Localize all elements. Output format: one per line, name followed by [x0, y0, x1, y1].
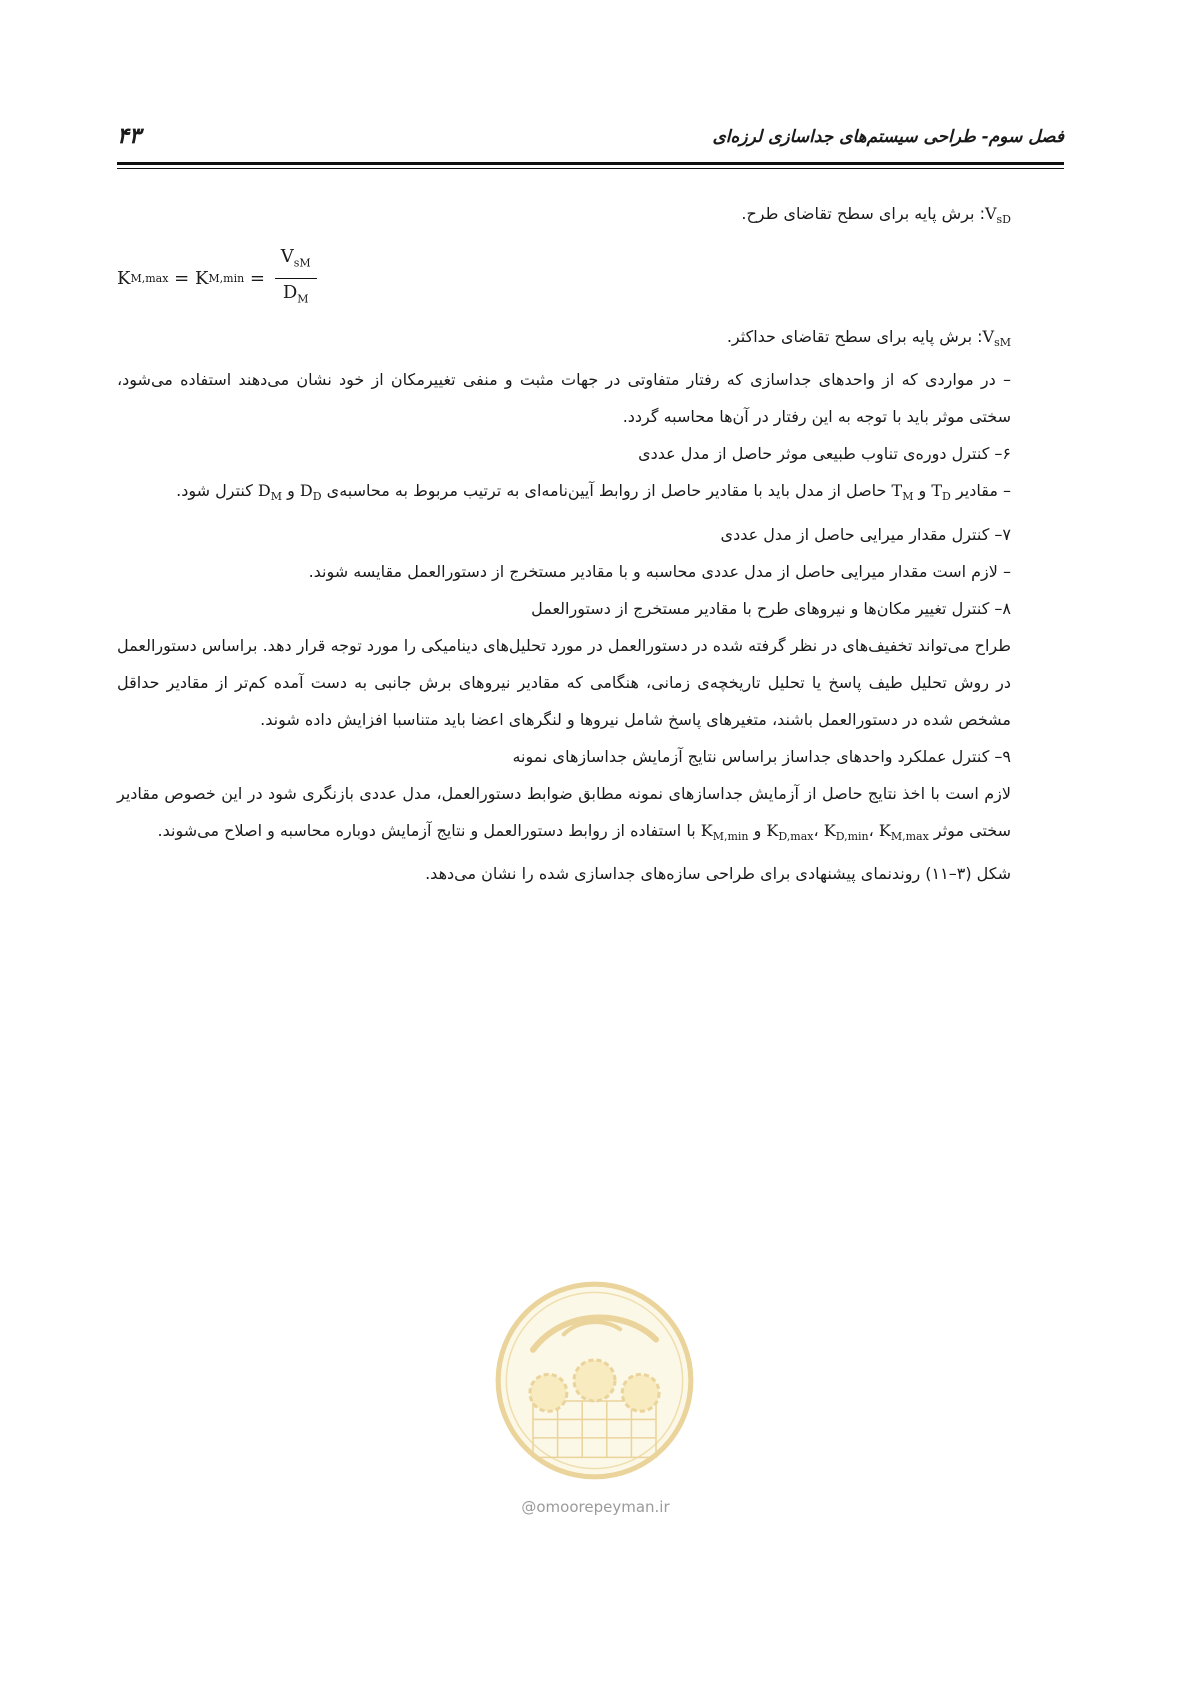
stiffness-formula: K M,max = K M,min = $\frac{V_{sM}}{D_M}$	[117, 238, 1064, 318]
dd-symbol: $D_D$	[299, 481, 322, 504]
vsd-definition: $V_{sD}$: برش پایه برای سطح تقاضای طرح.	[741, 204, 1011, 227]
chapter-title: فصل سوم- طراحی سیستم‌های جداسازی لرزه‌ای	[712, 127, 1064, 147]
watermark-site: @omoorepeyman.ir	[521, 1498, 670, 1516]
dm-symbol: $D_M$	[257, 481, 283, 504]
header-rule-thick	[117, 162, 1064, 165]
item-7-note: – لازم است مقدار میرایی حاصل از مدل عددی محاسبه و با مقادیر مستخرج از دستورالعمل مقایسه شوند.	[308, 561, 1011, 581]
kd-max-symbol: $K_{D,max}$	[766, 820, 814, 843]
item-8-paragraph: طراح می‌تواند تخفیف‌های در نظر گرفته شده در دستورالعمل در مورد تحلیل‌های دینامیکی را مورد توجه قرار دهد. براساس دستورالعمل در روش تحلیل طیف پاسخ یا تحلیل تاریخچه‌ی زمانی، هنگامی که مقادیر نیروهای برش جانبی به دست آمده کم‌تر از مقادیر حداقل مشخص شده در دستورالعمل باشند، متغیرهای پاسخ شامل نیروها و لنگرهای اعضا باید متناسبا افزایش داده شوند.	[117, 635, 1011, 729]
vsd-symbol: $V_{sD}$	[984, 204, 1011, 227]
page-number: ۴۳	[117, 124, 141, 149]
item-7-heading: ۷– کنترل مقدار میرایی حاصل از مدل عددی	[720, 524, 1011, 544]
kd-min-symbol: $K_{D,min}$	[823, 820, 869, 843]
item-9-heading: ۹– کنترل عملکرد واحدهای جداساز براساس نتایج آزمایش جداسازهای نمونه	[512, 746, 1011, 766]
formula-fraction: $\frac{V_{sM}}{D_M}$	[275, 245, 317, 311]
watermark-logo	[492, 1278, 697, 1483]
vsm-symbol: $V_{sM}$	[982, 327, 1011, 350]
km-max-symbol: $K_{M,max}$	[878, 820, 929, 843]
figure-reference: شکل (۳–۱۱) روندنمای پیشنهادی برای طراحی سازه‌های جداسازی شده را نشان می‌دهد.	[425, 863, 1011, 883]
header-rule-thin	[117, 168, 1064, 169]
item-8-heading: ۸– کنترل تغییر مکان‌ها و نیروهای طرح با مقادیر مستخرج از دستورالعمل	[531, 598, 1011, 618]
item-9-paragraph: لازم است با اخذ نتایج حاصل از آزمایش جداسازهای نمونه مطابق ضوابط دستورالعمل، مدل عددی بازنگری شود در این خصوص مقادیر سختی موثر $K_{D,max}،$ $K_{D,min}،$ $K_{M,max}$ و $K_{M,min}$ با استفاده از روابط دستورالعمل و نتایج آزمایش دوباره محاسبه و اصلاح می‌شوند.	[117, 783, 1011, 843]
vsm-definition: $V_{sM}$: برش پایه برای سطح تقاضای حداکثر.	[726, 327, 1011, 350]
km-min-symbol: $K_{M,min}$	[700, 820, 749, 843]
item-6-text: – مقادیر $T_D$ و $T_M$ حاصل از مدل باید با مقادیر حاصل از روابط آیین‌نامه‌ای به ترتیب مربوط به محاسبه‌ی $D_D$ و $D_M$ کنترل شود.	[176, 481, 1011, 504]
item-6-heading: ۶– کنترل دوره‌ی تناوب طبیعی موثر حاصل از مدل عددی	[638, 444, 1011, 464]
tm-symbol: $T_M$	[891, 481, 914, 504]
note-asymmetric-behavior: – در مواردی که از واحدهای جداسازی که رفتار متفاوتی در جهات مثبت و منفی تغییرمکان از خود نشان می‌دهند استفاده می‌شود، سختی موثر باید با توجه به این رفتار در آن‌ها محاسبه گردد.	[117, 370, 1011, 427]
page-body	[117, 195, 1064, 892]
td-symbol: $T_D$	[931, 481, 951, 504]
